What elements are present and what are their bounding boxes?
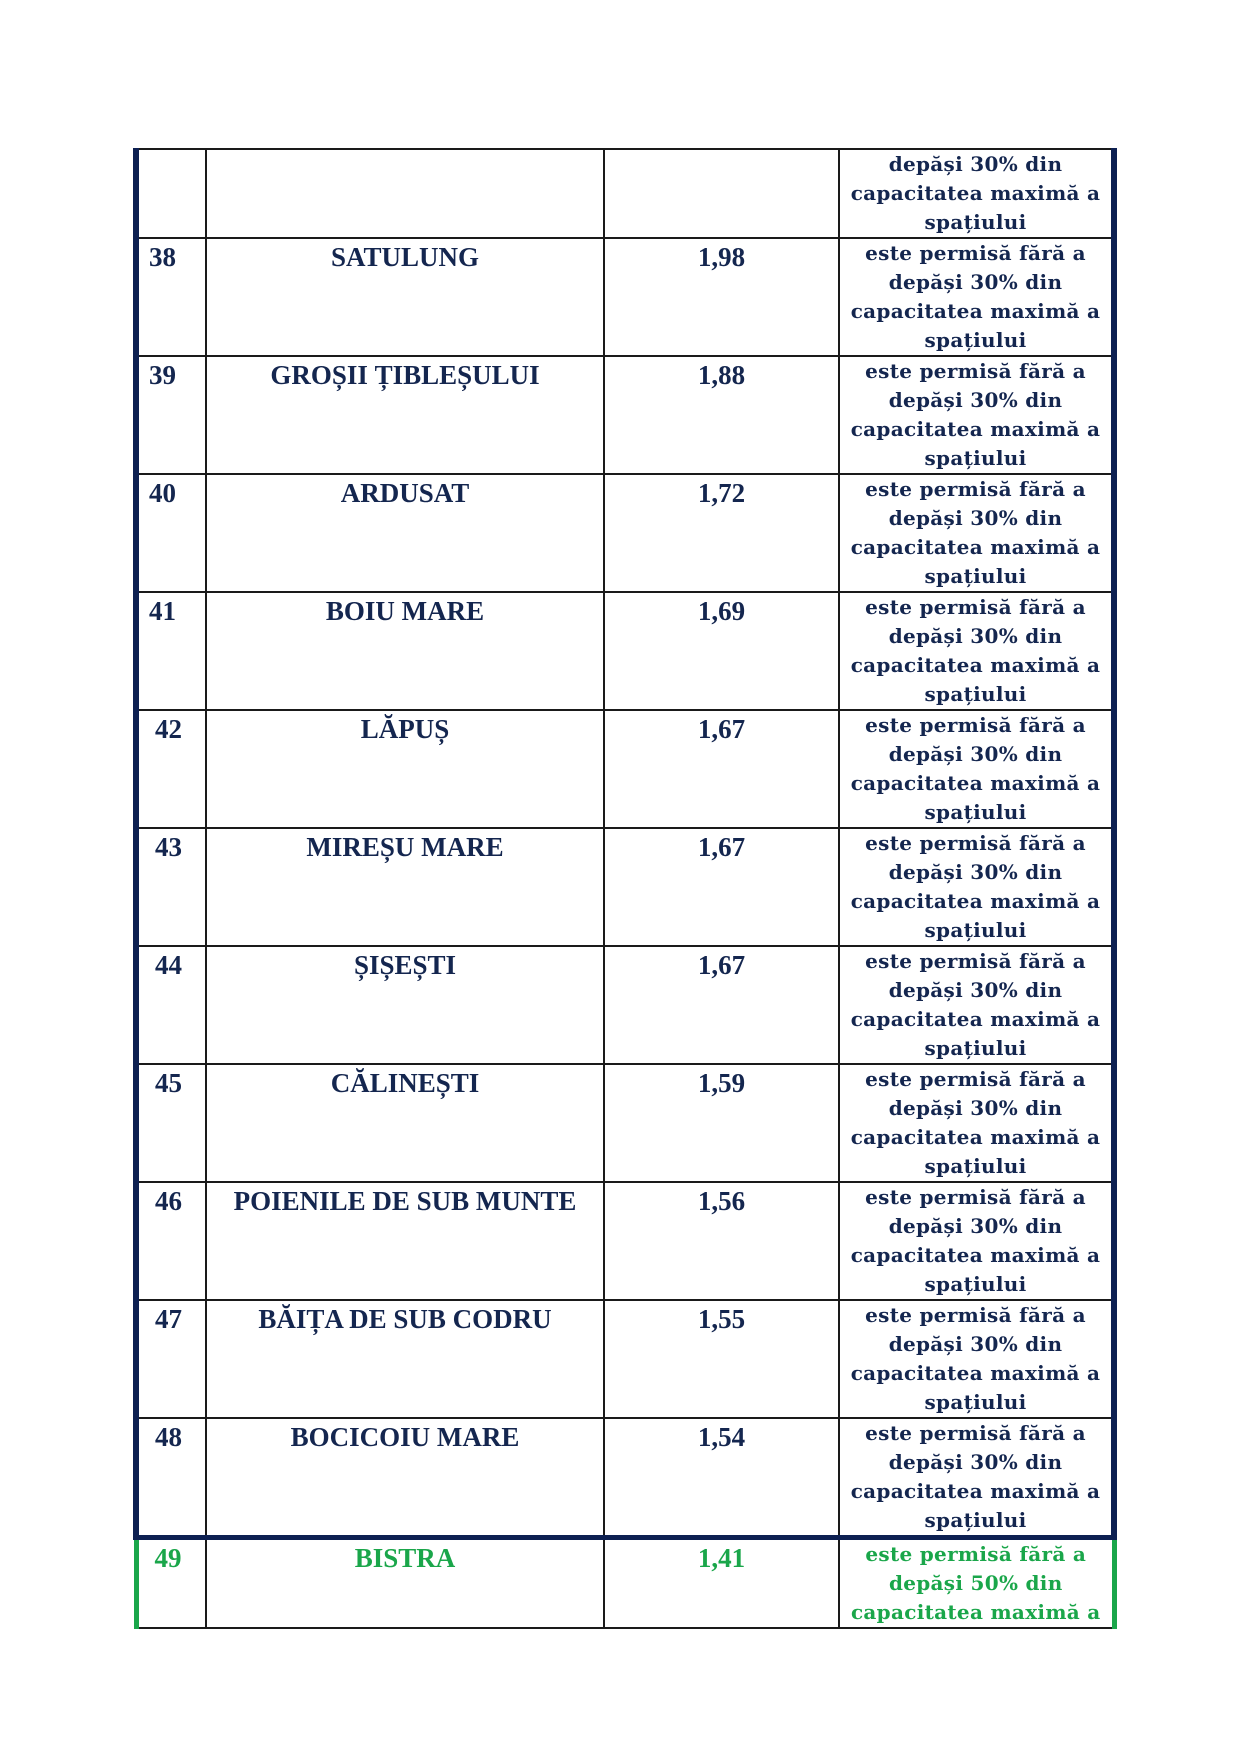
table-row [136, 474, 1114, 592]
table-row-partial [136, 149, 1114, 238]
name-cell [206, 592, 604, 710]
note-cell [839, 946, 1114, 1064]
note-line: depăși 30% din [888, 978, 1063, 1002]
number-cell [136, 1064, 206, 1182]
name-cell [206, 710, 604, 828]
table-row [136, 946, 1114, 1064]
note-cell [839, 1064, 1114, 1182]
note-line: este permisă fără a [865, 1421, 1086, 1445]
name-cell [206, 356, 604, 474]
locality-name: BOIU MARE [325, 596, 485, 626]
number-cell [136, 149, 206, 238]
row-value: 1,67 [697, 714, 746, 744]
row-number: 41 [149, 596, 176, 626]
note-cell [839, 149, 1114, 238]
note-line: este permisă fără a [865, 359, 1086, 383]
note-line: este permisă fără a [865, 713, 1086, 737]
row-number: 48 [155, 1422, 182, 1452]
note-line: spațiului [924, 682, 1027, 706]
note-line: capacitatea maximă a [850, 1007, 1101, 1031]
row-number: 47 [155, 1304, 182, 1334]
value-cell [604, 1300, 839, 1418]
locality-name: MIREȘU MARE [306, 832, 504, 862]
note-line: este permisă fără a [865, 1067, 1086, 1091]
row-value: 1,98 [697, 242, 746, 272]
table-row [136, 356, 1114, 474]
note-line: spațiului [924, 918, 1027, 942]
note-text [840, 1419, 1111, 1535]
note-line: este permisă fără a [865, 949, 1086, 973]
note-text [840, 475, 1111, 591]
row-number: 39 [149, 360, 176, 390]
note-line: este permisă fără a [865, 241, 1086, 265]
table-row [136, 1538, 1114, 1629]
note-line: depăși 50% din [888, 1571, 1063, 1595]
note-cell [839, 238, 1114, 356]
value-cell [604, 946, 839, 1064]
value-cell [604, 356, 839, 474]
number-cell [136, 1418, 206, 1538]
locality-name: GROȘII ȚIBLEȘULUI [270, 360, 540, 390]
note-text [840, 1540, 1112, 1627]
note-line: depăși 30% din [888, 1332, 1063, 1356]
note-line: spațiului [924, 1508, 1027, 1532]
number-cell [136, 474, 206, 592]
note-line: capacitatea maximă a [850, 653, 1101, 677]
name-cell [206, 828, 604, 946]
note-line: capacitatea maximă a [850, 1600, 1101, 1624]
name-cell [206, 149, 604, 238]
row-value: 1,54 [697, 1422, 746, 1452]
value-cell [604, 474, 839, 592]
table-row [136, 1064, 1114, 1182]
note-line: este permisă fără a [865, 477, 1086, 501]
number-cell [136, 828, 206, 946]
localities-table [133, 148, 1117, 1629]
note-line: este permisă fără a [865, 1542, 1087, 1566]
note-line: capacitatea maximă a [850, 535, 1101, 559]
value-cell [604, 1182, 839, 1300]
value-cell [604, 710, 839, 828]
value-cell [604, 1418, 839, 1538]
locality-name: CĂLINEȘTI [330, 1068, 480, 1098]
number-cell [136, 1300, 206, 1418]
note-line: spațiului [924, 1036, 1027, 1060]
row-value: 1,88 [697, 360, 746, 390]
note-text [840, 239, 1111, 355]
note-line: capacitatea maximă a [850, 1479, 1101, 1503]
row-value: 1,41 [697, 1543, 746, 1573]
locality-name: LĂPUȘ [360, 714, 450, 744]
note-line: capacitatea maximă a [850, 1243, 1101, 1267]
note-line: depăși 30% din [888, 1450, 1063, 1474]
row-value: 1,55 [697, 1304, 746, 1334]
value-cell [604, 828, 839, 946]
name-cell [206, 1538, 604, 1629]
note-text [840, 829, 1111, 945]
note-line: este permisă fără a [865, 831, 1086, 855]
table-row [136, 710, 1114, 828]
number-cell [136, 946, 206, 1064]
locality-name: ȘIȘEȘTI [353, 950, 457, 980]
note-line: depăși 30% din [888, 1214, 1063, 1238]
table-row [136, 1418, 1114, 1538]
note-text [840, 593, 1111, 709]
note-line: este permisă fără a [865, 595, 1086, 619]
number-cell [136, 710, 206, 828]
table-row [136, 238, 1114, 356]
note-line: depăși 30% din [888, 624, 1063, 648]
note-line: spațiului [924, 1390, 1027, 1414]
note-line: depăși 30% din [888, 506, 1063, 530]
row-value: 1,67 [697, 950, 746, 980]
note-line: depăși 30% din [888, 1096, 1063, 1120]
note-cell [839, 1418, 1114, 1538]
note-line: spațiului [924, 800, 1027, 824]
name-cell [206, 1418, 604, 1538]
note-line: spațiului [924, 210, 1027, 234]
row-number: 42 [155, 714, 182, 744]
note-line: capacitatea maximă a [850, 1361, 1101, 1385]
value-cell [604, 149, 839, 238]
name-cell [206, 1300, 604, 1418]
locality-name: SATULUNG [330, 242, 480, 272]
name-cell [206, 474, 604, 592]
row-number: 40 [149, 478, 176, 508]
note-text [840, 1301, 1111, 1417]
note-line: spațiului [924, 446, 1027, 470]
locality-name: BĂIȚA DE SUB CODRU [258, 1304, 552, 1334]
note-text [840, 947, 1111, 1063]
table-row [136, 592, 1114, 710]
number-cell [136, 1182, 206, 1300]
note-line: capacitatea maximă a [850, 181, 1101, 205]
note-line: depăși 30% din [888, 270, 1063, 294]
note-line: spațiului [924, 1154, 1027, 1178]
name-cell [206, 1182, 604, 1300]
note-cell [839, 1300, 1114, 1418]
note-line: este permisă fără a [865, 1303, 1086, 1327]
value-cell [604, 1538, 839, 1629]
table-row [136, 1182, 1114, 1300]
row-value: 1,67 [697, 832, 746, 862]
note-line: capacitatea maximă a [850, 1125, 1101, 1149]
row-value: 1,59 [697, 1068, 746, 1098]
value-cell [604, 238, 839, 356]
note-text [840, 1065, 1111, 1181]
row-number: 44 [155, 950, 182, 980]
number-cell [136, 1538, 206, 1629]
note-line: spațiului [924, 1272, 1027, 1296]
value-cell [604, 1064, 839, 1182]
note-line: depăși 30% din [888, 388, 1063, 412]
table-row [136, 828, 1114, 946]
note-cell [839, 710, 1114, 828]
note-cell [839, 1182, 1114, 1300]
note-cell [839, 474, 1114, 592]
row-number: 45 [155, 1068, 182, 1098]
note-cell [839, 1538, 1114, 1629]
note-line: depăși 30% din [888, 860, 1063, 884]
row-value: 1,72 [697, 478, 746, 508]
name-cell [206, 946, 604, 1064]
note-line: capacitatea maximă a [850, 771, 1101, 795]
row-value: 1,56 [697, 1186, 746, 1216]
row-number: 43 [155, 832, 182, 862]
note-line: spațiului [924, 564, 1027, 588]
number-cell [136, 238, 206, 356]
note-cell [839, 592, 1114, 710]
name-cell [206, 238, 604, 356]
note-cell [839, 828, 1114, 946]
note-line: depăși 30% din [888, 742, 1063, 766]
locality-name: ARDUSAT [340, 478, 470, 508]
note-line: depăși 30% din [888, 152, 1063, 176]
note-cell [839, 356, 1114, 474]
note-line: capacitatea maximă a [850, 417, 1101, 441]
note-line: capacitatea maximă a [850, 299, 1101, 323]
note-text [840, 711, 1111, 827]
note-text [840, 1183, 1111, 1299]
row-value: 1,69 [697, 596, 746, 626]
table-row [136, 1300, 1114, 1418]
note-line: este permisă fără a [865, 1185, 1086, 1209]
note-text [840, 357, 1111, 473]
number-cell [136, 592, 206, 710]
locality-name: BOCICOIU MARE [290, 1422, 520, 1452]
row-number: 38 [149, 242, 176, 272]
locality-name: POIENILE DE SUB MUNTE [233, 1186, 577, 1216]
value-cell [604, 592, 839, 710]
note-line: spațiului [924, 328, 1027, 352]
row-number: 46 [155, 1186, 182, 1216]
name-cell [206, 1064, 604, 1182]
note-line: capacitatea maximă a [850, 889, 1101, 913]
row-number: 49 [154, 1543, 182, 1573]
number-cell [136, 356, 206, 474]
locality-name: BISTRA [354, 1543, 456, 1573]
